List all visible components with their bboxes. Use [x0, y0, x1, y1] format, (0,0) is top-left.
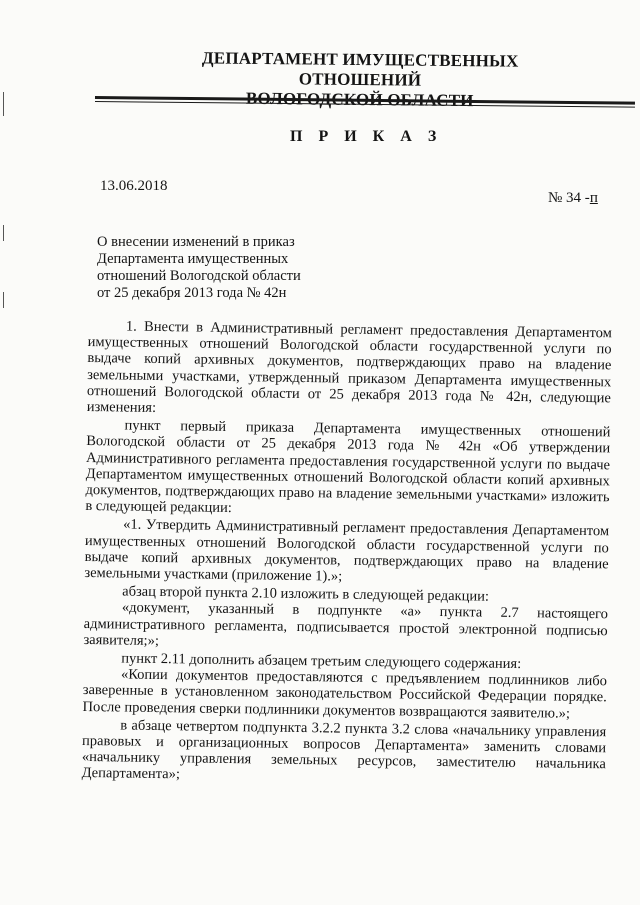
document-body	[81, 318, 611, 791]
scan-margin-mark	[3, 292, 4, 308]
body-paragraph: пункт 2.11 дополнить абзацем третьим следующего содержания:	[121, 650, 522, 673]
subject-line: Департамента имущественных	[97, 251, 289, 267]
body-paragraph: «Копии документов предоставляются с предъявлением подлинников либо заверенные в установленном законодательством Российской Федерации порядке. После проведения сверки подлинники документов возвращаются заявителю.»;	[82, 666, 608, 722]
body-paragraph: пункт первый приказа Департамента имущественных отношений Вологодской области от 25 декабря 2013 года № 42н «Об утверждении Административного регламента предоставления государственной услуги по выдаче Департаментом имущественных отношений Вологодской области копий архивных документов, подтверждающих право на владение земельными участками» изложить в следующей редакции:	[85, 417, 611, 517]
document-title: П Р И К А З	[290, 128, 443, 145]
header-line-1: ДЕПАРТАМЕНТ ИМУЩЕСТВЕННЫХ ОТНОШЕНИЙ	[201, 48, 519, 90]
body-paragraph: 1. Внести в Административный регламент предоставления Департаментом имущественных отношений Вологодской области государственной услуги по выдаче копий архивных документов, подтверждающих право на владение земельными участками, утвержденный приказом Департамента имущественных отношений Вологодской области от 25 декабря 2013 года № 42н, следующие изменения:	[86, 318, 612, 416]
body-paragraph: в абзаце четвертом подпункта 3.2.2 пункта 3.2 слова «начальнику управления правовых и организационных вопросов Департамента» заменить словами «начальнику управления земельных ресурсов, заместителю начальника Департамента»;	[81, 717, 607, 783]
document-date: 13.06.2018	[100, 178, 168, 194]
subject-line: отношений Вологодской области	[97, 268, 301, 284]
document-number-prefix: № 34 -	[548, 190, 590, 206]
document-number	[548, 190, 598, 207]
scan-margin-mark	[3, 225, 4, 241]
document-subject	[97, 234, 357, 302]
document-number-value: п	[589, 190, 598, 206]
subject-line: от 25 декабря 2013 года № 42н	[97, 285, 287, 301]
scan-margin-mark	[3, 92, 4, 116]
body-paragraph: «документ, указанный в подпункте «а» пункта 2.7 настоящего административного регламента, подписывается простой электронной подписью заявителя;»;	[83, 599, 609, 649]
subject-line: О внесении изменений в приказ	[97, 234, 295, 250]
body-paragraph: «1. Утвердить Административный регламент предоставления Департаментом имущественных отношений Вологодской области государственной услуги по выдаче копий архивных документов, подтверждающих право на владение земельными участками (приложение 1).»;	[84, 516, 610, 585]
body-paragraph: абзац второй пункта 2.10 изложить в следующей редакции:	[122, 583, 490, 605]
